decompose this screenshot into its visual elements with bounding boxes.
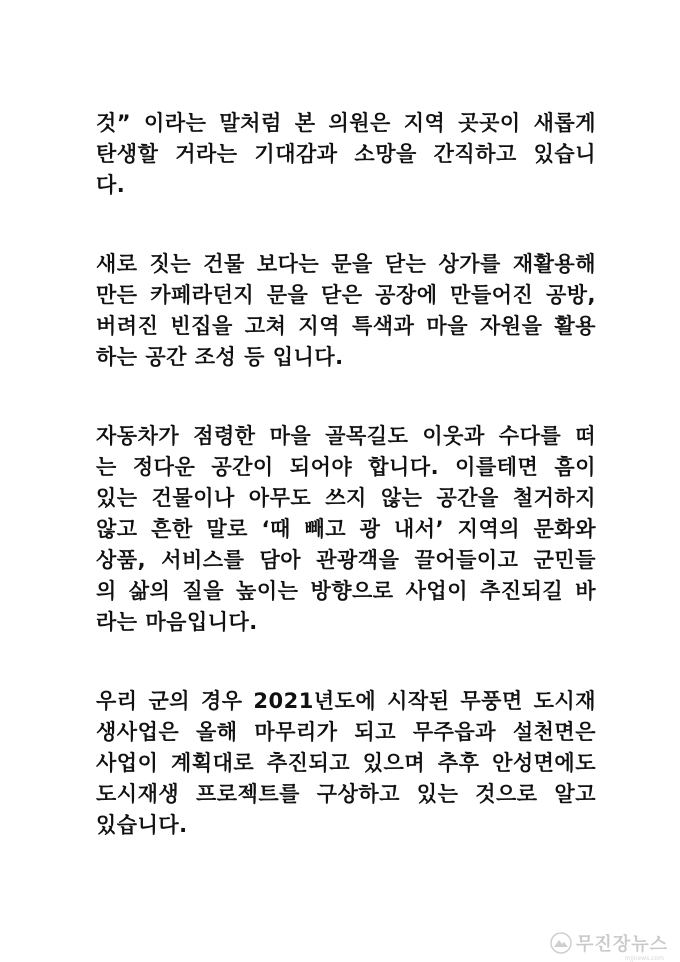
paragraph-1 bbox=[96, 108, 596, 201]
text-line: 자동차가 점령한 마을 골목길도 이웃과 수다를 떠 bbox=[96, 424, 596, 448]
text-line: 만든 카페라던지 문을 닫은 공장에 만들어진 공방, bbox=[96, 283, 596, 307]
document-body bbox=[96, 108, 596, 889]
text-line: 새로 짓는 건물 보다는 문을 닫는 상가를 재활용해 bbox=[96, 252, 596, 276]
text-line: 우리 군의 경우 2021년도에 시작된 무풍면 도시재 bbox=[96, 689, 596, 713]
mountain-logo-icon bbox=[550, 932, 572, 954]
text-line: 탄생할 거라는 기대감과 소망을 간직하고 있습니 bbox=[96, 142, 596, 166]
text-line: 않고 흔한 말로 ‘때 빼고 광 내서’ 지역의 문화와 bbox=[96, 517, 596, 541]
text-line: 있는 건물이나 아무도 쓰지 않는 공간을 철거하지 bbox=[96, 486, 596, 510]
text-line: 것” 이라는 말처럼 본 의원은 지역 곳곳이 새롭게 bbox=[96, 111, 596, 135]
text-line: 버려진 빈집을 고쳐 지역 특색과 마을 자원을 활용 bbox=[96, 314, 596, 338]
paragraph-4 bbox=[96, 686, 596, 841]
text-line: 는 정다운 공간이 되어야 합니다. 이를테면 흠이 bbox=[96, 455, 596, 479]
paragraph-3 bbox=[96, 421, 596, 638]
text-line: 사업이 계획대로 추진되고 있으며 추후 안성면에도 bbox=[96, 751, 596, 775]
text-line: 하는 공간 조성 등 입니다. bbox=[96, 345, 344, 369]
paragraph-2 bbox=[96, 249, 596, 373]
watermark-text: 무진장뉴스 bbox=[576, 934, 668, 955]
text-line: 다. bbox=[96, 173, 126, 197]
text-line: 있습니다. bbox=[96, 813, 188, 837]
text-line: 상품, 서비스를 담아 관광객을 끌어들이고 군민들 bbox=[96, 548, 596, 572]
text-line: 의 삶의 질을 높이는 방향으로 사업이 추진되길 바 bbox=[96, 579, 596, 603]
watermark bbox=[550, 930, 668, 956]
text-line: 생사업은 올해 마무리가 되고 무주읍과 설천면은 bbox=[96, 720, 596, 744]
text-line: 라는 마음입니다. bbox=[96, 610, 258, 634]
text-line: 도시재생 프로젝트를 구상하고 있는 것으로 알고 bbox=[96, 782, 596, 806]
watermark-subtext: mjjnews.com bbox=[624, 955, 664, 962]
